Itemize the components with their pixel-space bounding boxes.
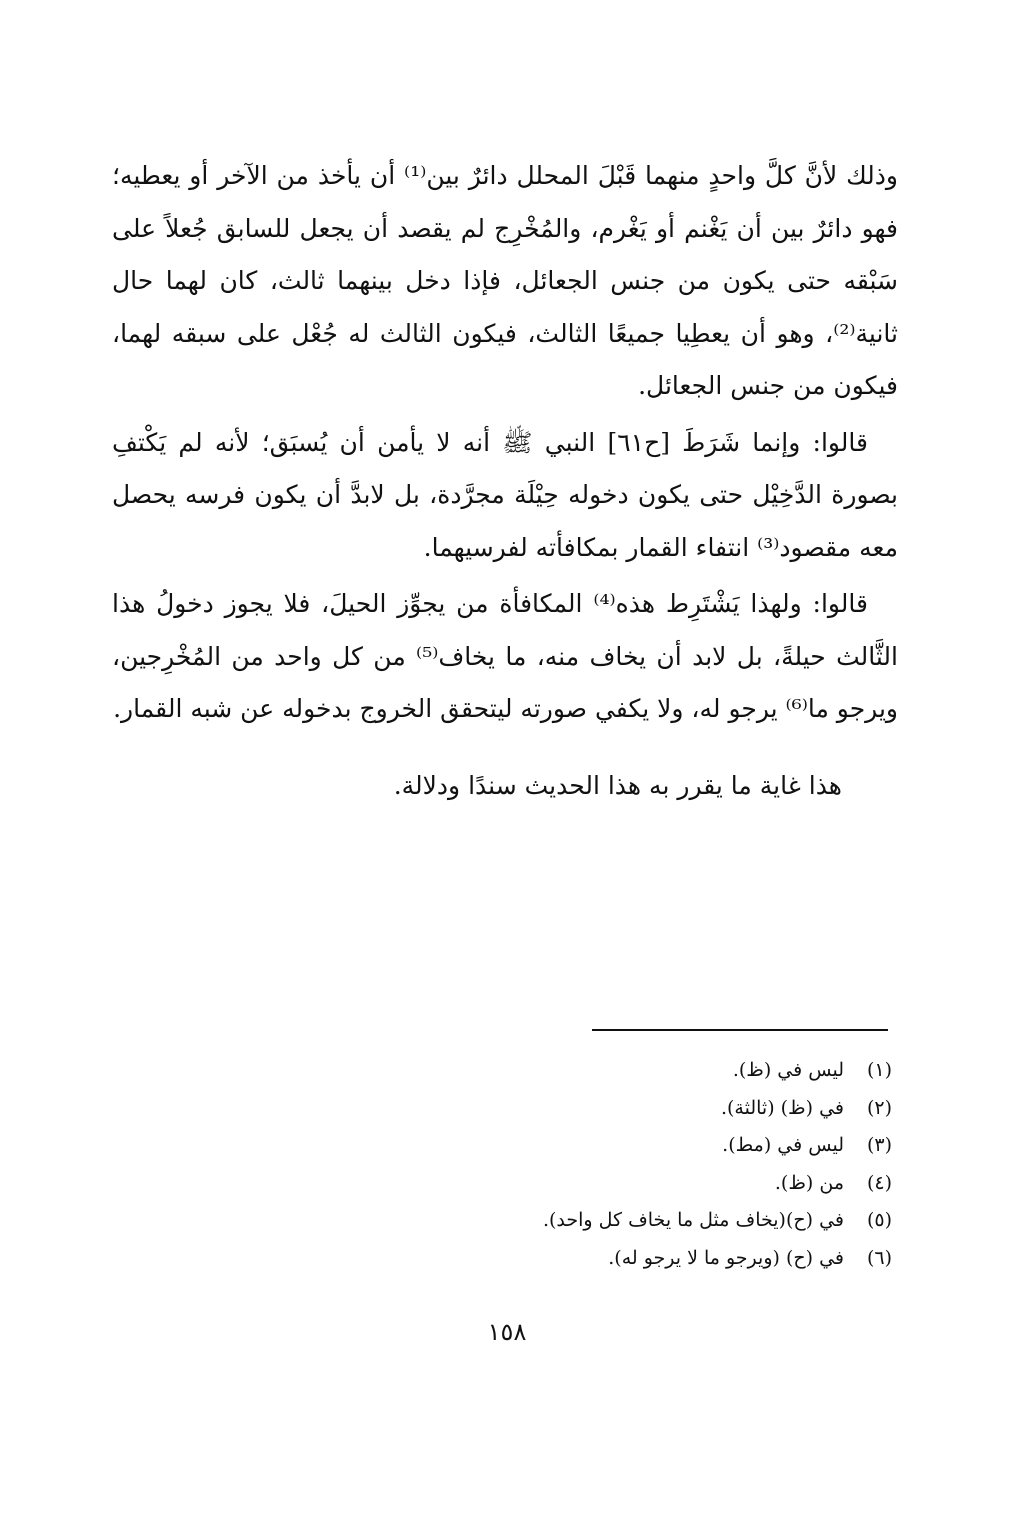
footnote-number: (٣) <box>866 1134 892 1156</box>
paragraph-3: قالوا: ولهذا يَشْتَرِط هذه⁽⁴⁾ المكافأة من يجوِّز الحيلَ، فلا يجوز دخولُ هذا الثَّالث حيلةً، بل لابد أن يخاف منه، ما يخاف⁽⁵⁾ من كل واحد من المُخْرِجين، ويرجو ما⁽⁶⁾ يرجو له، ولا يكفي صورته ليتحقق الخروج بدخوله عن شبه القمار. <box>112 589 898 723</box>
footnotes-list <box>332 1052 892 1277</box>
footnote-text: في (ح)(يخاف مثل ما يخاف كل واحد). <box>542 1209 844 1231</box>
paragraph-1: وذلك لأنَّ كلَّ واحدٍ منهما قَبْلَ المحلل دائرٌ بين⁽¹⁾ أن يأخذ من الآخر أو يعطيه؛ فهو دائرٌ بين أن يَغْنم أو يَغْرم، والمُخْرِج لم يقصد أن يجعل للسابق جُعلاً على سَبْقه حتى يكون من جنس الجعائل، فإذا دخل بينهما ثالث، كان لهما حال ثانية⁽²⁾، وهو أن يعطِيا جميعًا الثالث، فيكون الثالث له جُعْل على سبقه لهما، فيكون من جنس الجعائل. <box>112 161 899 400</box>
footnote-3 <box>332 1127 892 1165</box>
footnote-text: في (ح) (ويرجو ما لا يرجو له). <box>608 1246 844 1269</box>
paragraph-2: قالوا: وإنما شَرَطَ [ح٦١] النبي ﷺ أنه لا يأمن أن يُسبَق؛ لأنه لم يَكْتفِ بصورة الدَّخِيْل حتى يكون دخوله حِيْلَة مجرَّدة، بل لابدَّ أن يكون فرسه يحصل معه مقصود⁽³⁾ انتفاء القمار بمكافأته لفرسيهما. <box>112 427 898 562</box>
footnote-number: (١) <box>866 1059 892 1081</box>
footnote-number: (٥) <box>866 1209 892 1231</box>
footnote-2 <box>332 1090 892 1128</box>
closing-paragraph: هذا غاية ما يقرر به هذا الحديث سندًا ودلالة. <box>393 770 842 800</box>
footnote-text: ليس في (مط). <box>722 1134 844 1156</box>
footnote-text: ليس في (ظ). <box>732 1059 844 1081</box>
footnote-5 <box>332 1202 892 1240</box>
footnote-number: (٦) <box>866 1246 892 1269</box>
footnote-1 <box>332 1052 892 1090</box>
footnote-number: (٢) <box>866 1096 892 1119</box>
page-number: ١٥٨ <box>487 1318 527 1346</box>
footnote-6 <box>332 1240 892 1278</box>
footnote-4 <box>332 1165 892 1203</box>
footnote-text: من (ظ). <box>774 1171 844 1194</box>
footnote-separator <box>592 1029 888 1031</box>
main-text <box>112 150 898 812</box>
footnote-text: في (ظ) (ثالثة). <box>720 1096 844 1119</box>
footnote-number: (٤) <box>866 1171 892 1194</box>
